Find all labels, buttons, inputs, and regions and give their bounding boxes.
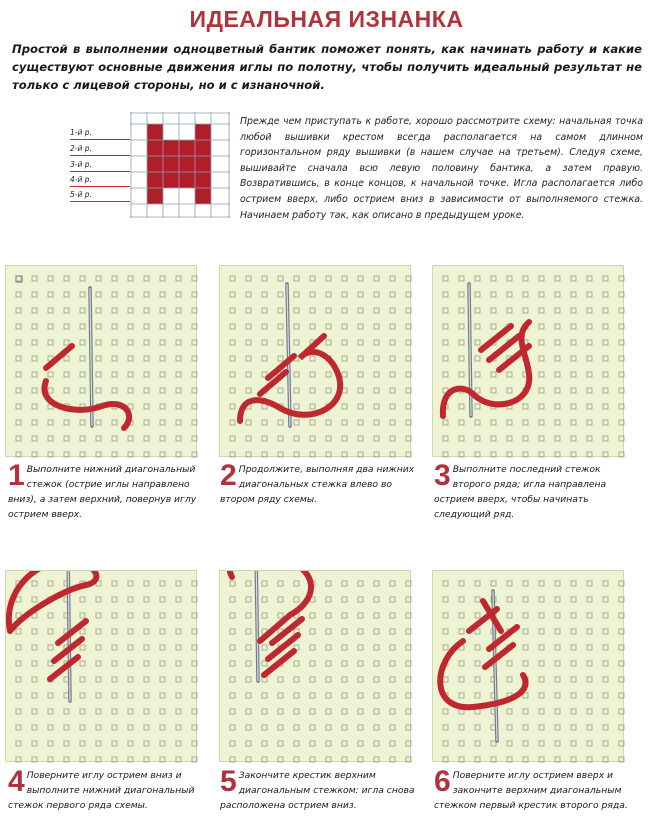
step-4-drawing	[6, 571, 198, 763]
step-number: 5	[220, 765, 237, 798]
step-5-caption	[220, 765, 425, 813]
step-1-illustration	[5, 265, 197, 457]
row-label-4: 4-й р.	[70, 175, 92, 184]
intro-text: Простой в выполнении одноцветный бантик поможет понять, как начинать работу и какие существуют основные движения иглы по полотну, чтобы получить идеальный результат не только с лицевой стороны, но и с изнаночной.	[12, 42, 642, 92]
step-number: 4	[8, 765, 25, 798]
step-4-caption	[8, 765, 213, 813]
step-1-drawing	[6, 266, 198, 458]
step-6-drawing	[433, 571, 625, 763]
stitch-scheme	[70, 112, 230, 218]
bow-chart-grid	[130, 112, 230, 218]
step-1-caption	[8, 459, 213, 522]
step-text: Продолжите, выполняя два нижних диагональных стежка влево во втором ряду схемы.	[220, 464, 415, 505]
row-marker-line	[70, 201, 130, 202]
row-label-3: 3-й р.	[70, 160, 92, 169]
step-number: 1	[8, 459, 25, 492]
canvas-holes	[230, 276, 411, 457]
step-4-illustration	[5, 570, 197, 762]
step-2-illustration	[219, 265, 411, 457]
step-text: Поверните иглу острием вверх и закончите верхним диагональным стежком первый крестик второго ряда.	[434, 770, 628, 811]
row-marker-line	[70, 139, 130, 140]
row-label-5: 5-й р.	[70, 190, 92, 199]
step-number: 3	[434, 459, 451, 492]
step-6-caption	[434, 765, 639, 813]
row-label-2: 2-й р.	[70, 144, 92, 153]
step-text: Поверните иглу острием вниз и выполните нижний диагональный стежок первого ряда схемы.	[8, 770, 195, 811]
row-label-1: 1-й р.	[70, 128, 92, 137]
row-marker-line	[70, 186, 130, 187]
step-text: Выполните нижний диагональный стежок (острие иглы направлено вниз), а затем верхний, повернув иглу острием вверх.	[8, 464, 197, 520]
row-marker-line	[70, 171, 130, 172]
canvas-holes	[16, 581, 197, 762]
step-3-drawing	[433, 266, 625, 458]
canvas-holes	[16, 276, 197, 457]
step-text: Закончите крестик верхним диагональным стежком: игла снова расположена острием вниз.	[220, 770, 415, 811]
step-5-drawing	[220, 571, 412, 763]
row-marker-line	[70, 155, 130, 156]
scheme-description: Прежде чем приступать к работе, хорошо рассмотрите схему: начальная точка любой вышивки крестом всегда располагается на самом длинном горизонтальном ряду вышивки (в нашем случае на третьем). Следуя схеме, вышивайте сначала всю левую половину бантика, а затем правую. Возвратившись, в конце концов, к начальной точке. Игла располагается либо острием вверх, либо острием вниз в зависимости от выполняемого стежка. Начинаем работу так, как описано в предыдущем уроке.	[240, 116, 643, 221]
step-text: Выполните последний стежок второго ряда; игла направлена острием вверх, чтобы начинать следующий ряд.	[434, 464, 607, 520]
step-3-illustration	[432, 265, 624, 457]
step-6-illustration	[432, 570, 624, 762]
step-5-illustration	[219, 570, 411, 762]
canvas-holes	[443, 581, 624, 762]
step-number: 2	[220, 459, 237, 492]
step-number: 6	[434, 765, 451, 798]
step-2-caption	[220, 459, 425, 507]
page-title: ИДЕАЛЬНАЯ ИЗНАНКА	[189, 6, 464, 32]
step-3-caption	[434, 459, 639, 522]
step-2-drawing	[220, 266, 412, 458]
